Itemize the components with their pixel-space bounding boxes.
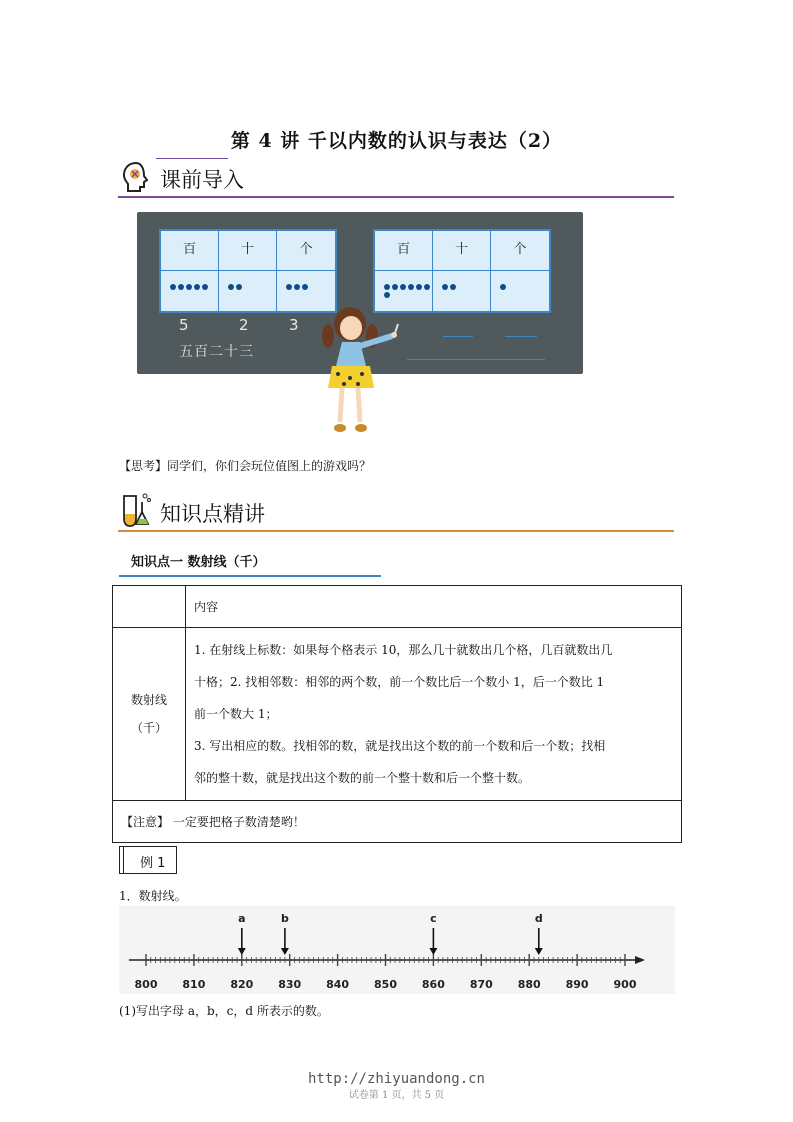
tick-label: 880	[517, 978, 541, 991]
answer-blank-words	[407, 359, 545, 360]
counter-dot	[194, 284, 200, 290]
dots-ones	[491, 271, 554, 290]
dots-hundreds	[161, 271, 224, 290]
digit-ones: 3	[289, 316, 299, 334]
table-content-cell	[186, 628, 682, 801]
answer-blank-tens	[443, 336, 473, 337]
counter-dot	[286, 284, 292, 290]
counter-dot	[186, 284, 192, 290]
table-row-label	[113, 628, 186, 801]
counter-dot	[408, 284, 414, 290]
counter-dot	[384, 292, 390, 298]
flask-icon	[118, 490, 154, 530]
counter-dot	[450, 284, 456, 290]
knowledge-point-title	[119, 551, 381, 577]
knowledge-point-label: 知识点一 数射线（千）	[131, 555, 266, 570]
marker-letter-c: c	[430, 912, 437, 925]
digit-hundreds: 5	[179, 316, 189, 334]
counter-dot	[416, 284, 422, 290]
counter-dot	[302, 284, 308, 290]
dots-tens	[219, 271, 282, 290]
girl-illustration	[316, 304, 406, 442]
content-line: 十格；2. 找相邻数：相邻的两个数，前一个数比后一个数小 1，后一个数比 1	[194, 675, 605, 689]
header-tens: 十	[454, 242, 468, 257]
question-1: 1．数射线。	[119, 889, 187, 903]
counter-dot	[400, 284, 406, 290]
question-1-part-1: (1)写出字母 a，b，c，d 所表示的数。	[119, 1004, 329, 1018]
footer-url: http://zhiyuandong.cn	[307, 1071, 485, 1087]
example-label: 例 1	[140, 856, 166, 871]
place-value-chart-left	[159, 229, 337, 313]
tick-label: 850	[374, 978, 397, 991]
knowledge-table	[112, 585, 682, 843]
section-title: 知识点精讲	[160, 502, 265, 526]
tick-label: 820	[230, 978, 254, 991]
marker-letter-b: b	[280, 912, 289, 925]
header-ones: 个	[299, 242, 313, 257]
number-line	[119, 906, 675, 994]
table-note: 【注意】 一定要把格子数清楚哟！	[113, 801, 682, 843]
tick-label: 840	[326, 978, 350, 991]
counter-dot	[228, 284, 234, 290]
header-ones: 个	[513, 242, 527, 257]
answer-blank-ones	[505, 336, 537, 337]
section-header-intro	[118, 158, 674, 198]
head-icon	[120, 160, 152, 194]
dots-ones	[277, 271, 340, 290]
section-title: 课前导入	[160, 168, 244, 192]
tick-label: 870	[469, 978, 493, 991]
dots-hundreds	[375, 271, 438, 298]
counter-dot	[178, 284, 184, 290]
content-line: 邻的整十数，就是找出这个数的前一个整十数和后一个整十数。	[194, 771, 531, 785]
tick-label: 800	[134, 978, 158, 991]
row-label-line: 数射线	[130, 693, 167, 707]
tick-label: 860	[421, 978, 445, 991]
counter-dot	[500, 284, 506, 290]
dots-tens	[433, 271, 496, 290]
tick-label: 890	[565, 978, 589, 991]
counter-dot	[202, 284, 208, 290]
example-label-box	[119, 846, 177, 874]
counter-dot	[384, 284, 390, 290]
counter-dot	[236, 284, 242, 290]
digit-tens: 2	[239, 316, 249, 334]
tick-label: 900	[613, 978, 637, 991]
tick-label: 830	[278, 978, 302, 991]
header-tens: 十	[240, 242, 254, 257]
table-corner-cell	[113, 586, 186, 628]
table-header-content: 内容	[186, 586, 682, 628]
think-prompt: 【思考】同学们，你们会玩位值图上的游戏吗？	[119, 459, 372, 473]
counter-dot	[294, 284, 300, 290]
counter-dot	[424, 284, 430, 290]
counter-dot	[442, 284, 448, 290]
number-in-words: 五百二十三	[179, 344, 254, 360]
header-hundreds: 百	[182, 242, 196, 257]
page-title: 第 4 讲 千以内数的认识与表达（2）	[230, 130, 563, 152]
section-header-knowledge	[118, 492, 674, 532]
marker-letter-d: d	[534, 912, 543, 925]
row-label-line: （千）	[130, 721, 167, 735]
content-line: 3. 写出相应的数。找相邻的数，就是找出这个数的前一个数和后一个数；找相	[194, 739, 606, 753]
counter-dot	[170, 284, 176, 290]
content-line: 1. 在射线上标数：如果每个格表示 10，那么几十就数出几个格，几百就数出几	[194, 643, 613, 657]
tick-label: 810	[182, 978, 206, 991]
footer-page: 试卷第 1 页，共 5 页	[348, 1090, 445, 1101]
place-value-chart-right	[373, 229, 551, 313]
header-hundreds: 百	[396, 242, 410, 257]
marker-letter-a: a	[238, 912, 246, 925]
content-line: 前一个数大 1；	[194, 707, 278, 721]
counter-dot	[392, 284, 398, 290]
